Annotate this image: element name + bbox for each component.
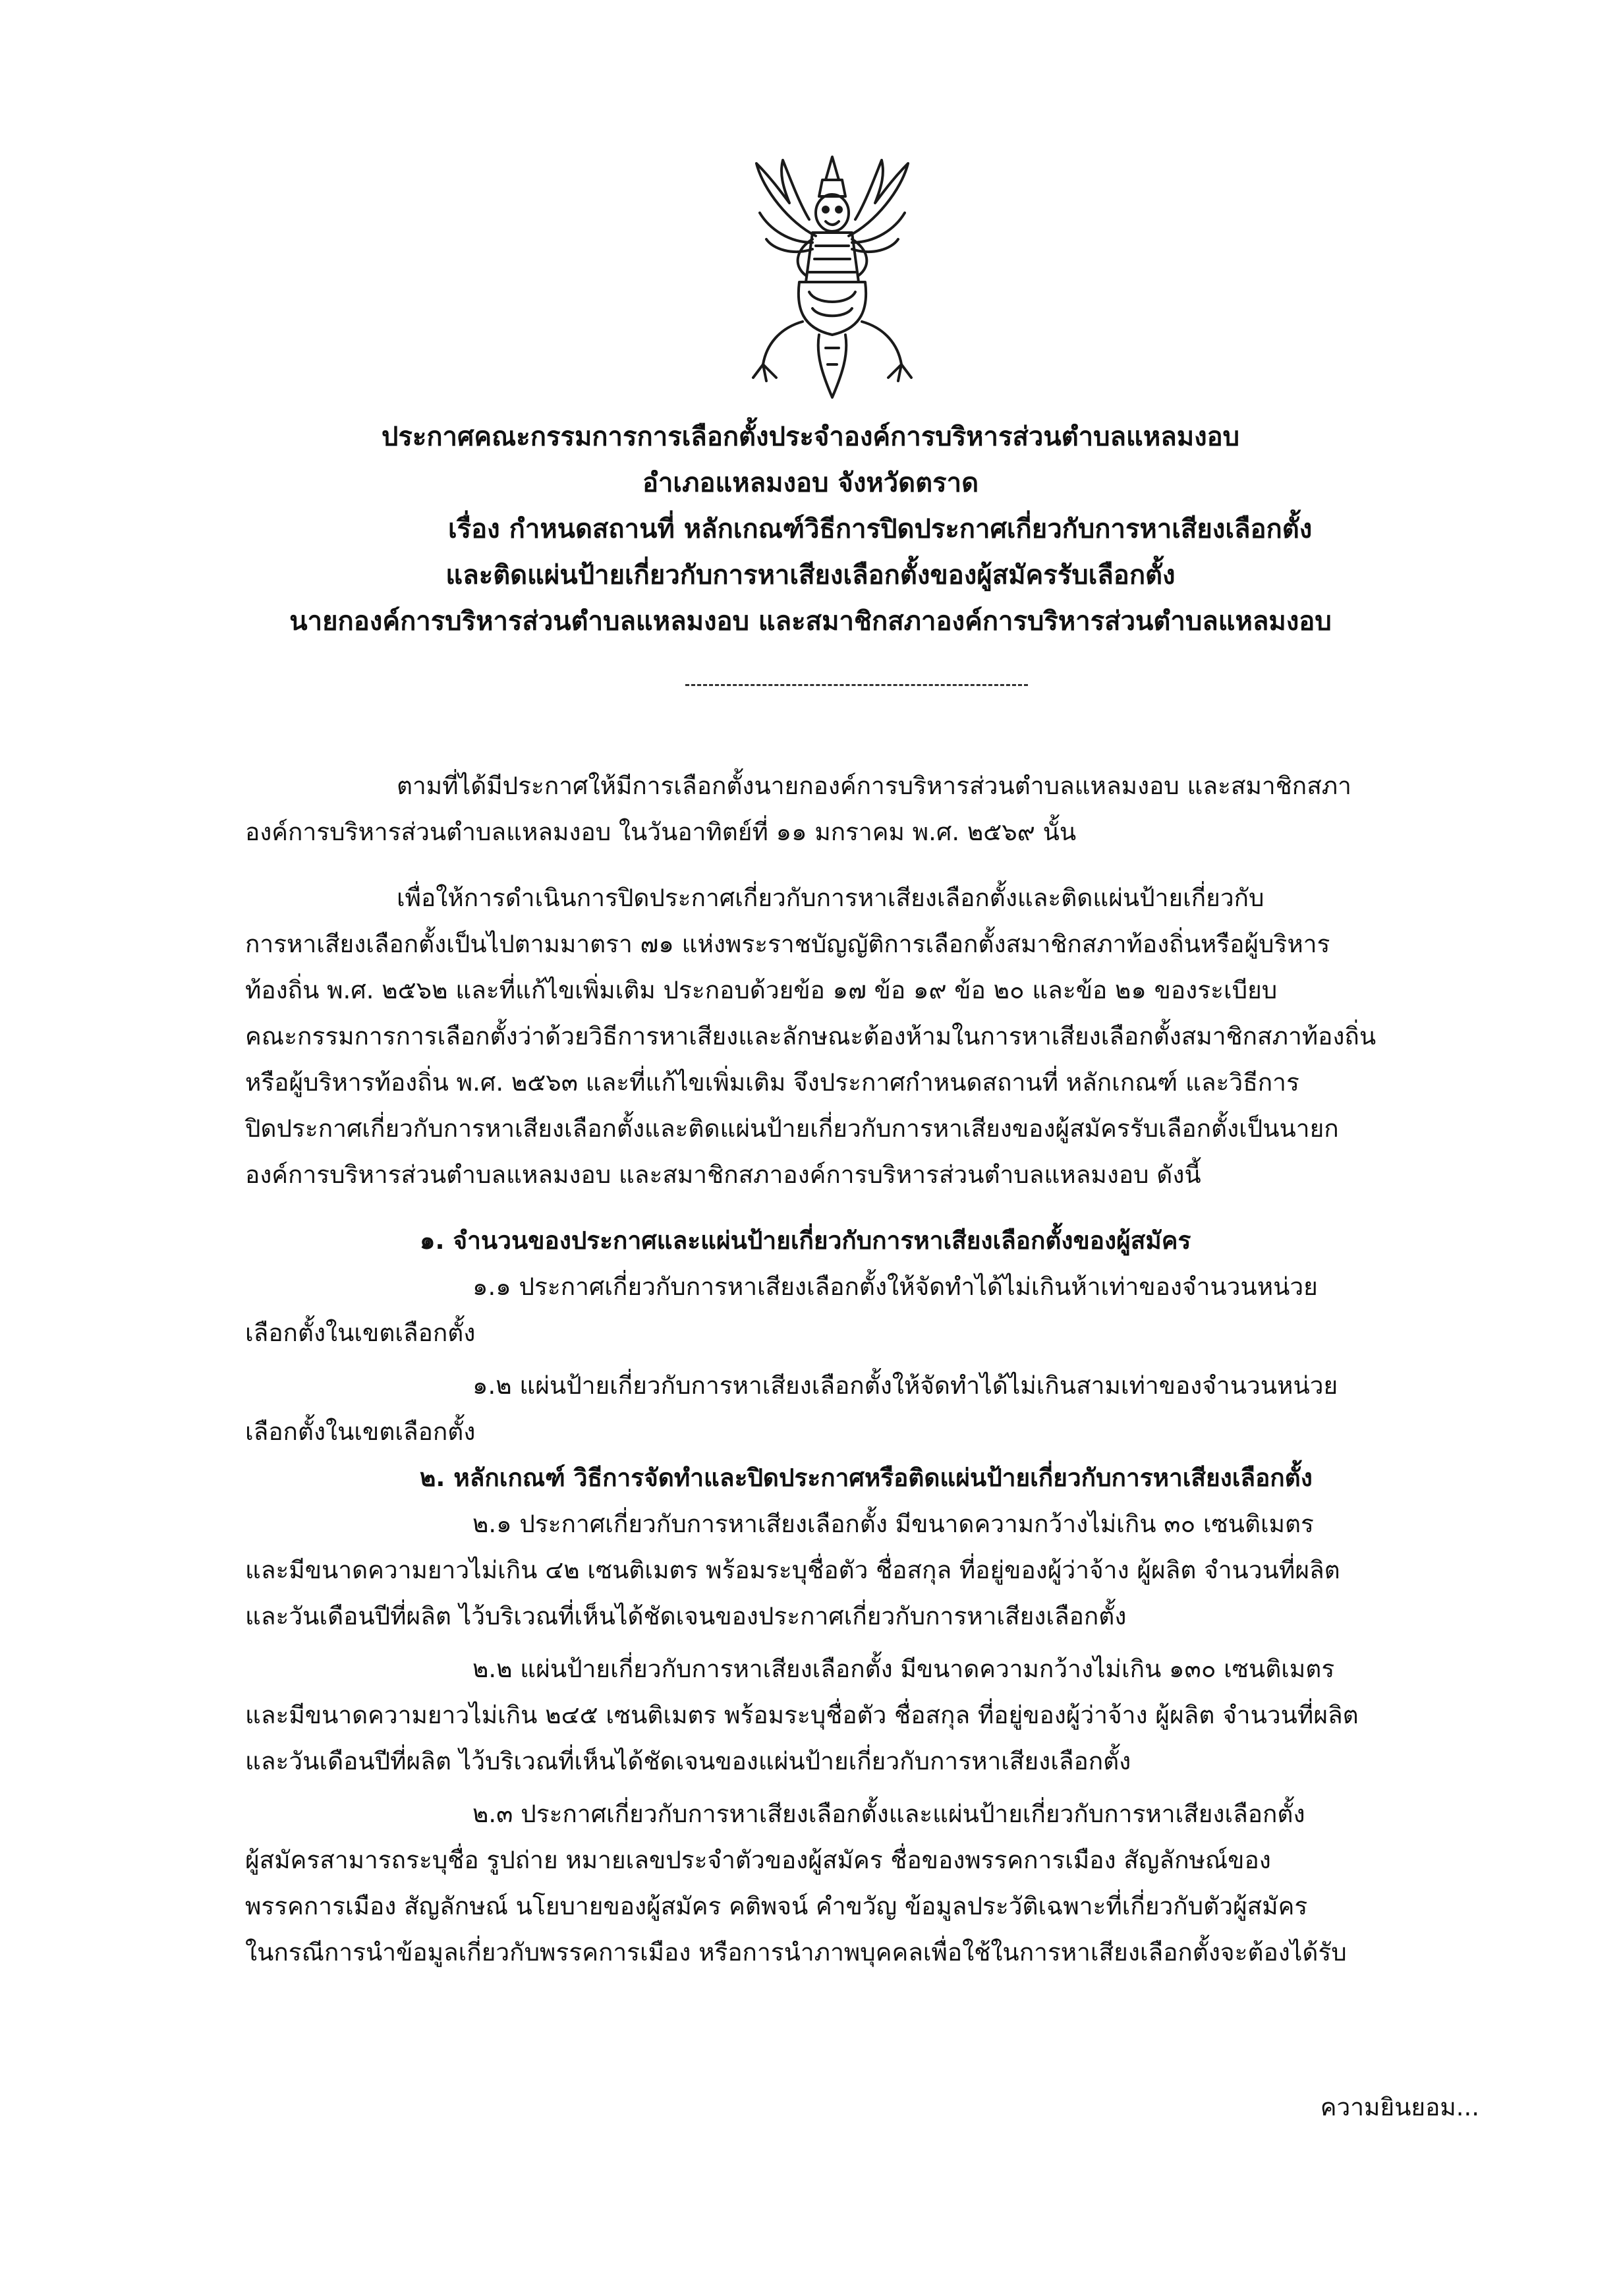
- paragraph-line: และมีขนาดความยาวไม่เกิน ๒๔๕ เซนติเมตร พร้อมระบุชื่อตัว ชื่อสกุล ที่อยู่ของผู้ว่าจ้าง ผู้ผลิต จำนวนที่ผลิต: [245, 1701, 1359, 1729]
- paragraph-line: เพื่อให้การดำเนินการปิดประกาศเกี่ยวกับการหาเสียงเลือกตั้งและติดแผ่นป้ายเกี่ยวกับ: [397, 884, 1264, 912]
- paragraph-line: หรือผู้บริหารท้องถิ่น พ.ศ. ๒๕๖๓ และที่แก้ไขเพิ่มเติม จึงประกาศกำหนดสถานที่ หลักเกณฑ์ และวิธีการ: [245, 1068, 1299, 1097]
- heading-separator: [685, 684, 1028, 686]
- paragraph-line: ๒.๒ แผ่นป้ายเกี่ยวกับการหาเสียงเลือกตั้ง มีขนาดความกว้างไม่เกิน ๑๓๐ เซนติเมตร: [472, 1655, 1335, 1683]
- announcement-heading: [198, 414, 1423, 645]
- paragraph-line: การหาเสียงเลือกตั้งเป็นไปตามมาตรา ๗๑ แห่งพระราชบัญญัติการเลือกตั้งสมาชิกสภาท้องถิ่นหรือผู้บริหาร: [245, 930, 1330, 958]
- paragraph-line: ตามที่ได้มีประกาศให้มีการเลือกตั้งนายกองค์การบริหารส่วนตำบลแหลมงอบ และสมาชิกสภา: [397, 772, 1351, 800]
- paragraph-line: และมีขนาดความยาวไม่เกิน ๔๒ เซนติเมตร พร้อมระบุชื่อตัว ชื่อสกุล ที่อยู่ของผู้ว่าจ้าง ผู้ผลิต จำนวนที่ผลิต: [245, 1556, 1340, 1584]
- paragraph-line: เลือกตั้งในเขตเลือกตั้ง: [245, 1319, 476, 1347]
- paragraph-line: ในกรณีการนำข้อมูลเกี่ยวกับพรรคการเมือง หรือการนำภาพบุคคลเพื่อใช้ในการหาเสียงเลือกตั้งจะต้องได้รับ: [245, 1938, 1347, 1966]
- paragraph-line: เลือกตั้งในเขตเลือกตั้ง: [245, 1418, 476, 1446]
- paragraph-line: และวันเดือนปีที่ผลิต ไว้บริเวณที่เห็นได้ชัดเจนของแผ่นป้ายเกี่ยวกับการหาเสียงเลือกตั้ง: [245, 1747, 1131, 1775]
- paragraph-line: ๒.๓ ประกาศเกี่ยวกับการหาเสียงเลือกตั้งและแผ่นป้ายเกี่ยวกับการหาเสียงเลือกตั้ง: [472, 1800, 1305, 1828]
- heading-district: อำเภอแหลมงอบ จังหวัดตราด: [642, 468, 979, 498]
- paragraph-line: ๒.๑ ประกาศเกี่ยวกับการหาเสียงเลือกตั้ง มีขนาดความกว้างไม่เกิน ๓๐ เซนติเมตร: [472, 1510, 1314, 1538]
- heading-title: ประกาศคณะกรรมการการเลือกตั้งประจำองค์การบริหารส่วนตำบลแหลมงอบ: [381, 422, 1240, 452]
- paragraph-line: ๑.๑ ประกาศเกี่ยวกับการหาเสียงเลือกตั้งให้จัดทำได้ไม่เกินห้าเท่าของจำนวนหน่วย: [472, 1273, 1318, 1301]
- heading-subject: เรื่อง กำหนดสถานที่ หลักเกณฑ์วิธีการปิดประกาศเกี่ยวกับการหาเสียงเลือกตั้ง: [448, 514, 1313, 544]
- section-2-heading: ๒. หลักเกณฑ์ วิธีการจัดทำและปิดประกาศหรือติดแผ่นป้ายเกี่ยวกับการหาเสียงเลือกตั้ง: [420, 1464, 1313, 1492]
- continuation-marker: ความยินยอม...: [1320, 2093, 1479, 2121]
- paragraph-line: ๑.๒ แผ่นป้ายเกี่ยวกับการหาเสียงเลือกตั้งให้จัดทำได้ไม่เกินสามเท่าของจำนวนหน่วย: [472, 1371, 1338, 1400]
- paragraph-line: และวันเดือนปีที่ผลิต ไว้บริเวณที่เห็นได้ชัดเจนของประกาศเกี่ยวกับการหาเสียงเลือกตั้ง: [245, 1602, 1127, 1630]
- document-body: [245, 763, 1484, 1976]
- heading-subject-cont-1: และติดแผ่นป้ายเกี่ยวกับการหาเสียงเลือกตั้งของผู้สมัครรับเลือกตั้ง: [445, 560, 1176, 590]
- paragraph-line: องค์การบริหารส่วนตำบลแหลมงอบ ในวันอาทิตย์ที่ ๑๑ มกราคม พ.ศ. ๒๕๖๙ นั้น: [245, 818, 1077, 846]
- paragraph-line: ผู้สมัครสามารถระบุชื่อ รูปถ่าย หมายเลขประจำตัวของผู้สมัคร ชื่อของพรรคการเมือง สัญลักษณ์ของ: [245, 1846, 1271, 1874]
- section-1-heading: ๑. จำนวนของประกาศและแผ่นป้ายเกี่ยวกับการหาเสียงเลือกตั้งของผู้สมัคร: [420, 1226, 1191, 1255]
- paragraph-line: ท้องถิ่น พ.ศ. ๒๕๖๒ และที่แก้ไขเพิ่มเติม ประกอบด้วยข้อ ๑๗ ข้อ ๑๙ ข้อ ๒๐ และข้อ ๒๑ ของระเบียบ: [245, 976, 1278, 1004]
- heading-subject-cont-2: นายกองค์การบริหารส่วนตำบลแหลมงอบ และสมาชิกสภาองค์การบริหารส่วนตำบลแหลมงอบ: [289, 606, 1332, 637]
- paragraph-line: คณะกรรมการการเลือกตั้งว่าด้วยวิธีการหาเสียงและลักษณะต้องห้ามในการหาเสียงเลือกตั้งสมาชิกสภาท้องถิ่น: [245, 1022, 1377, 1050]
- garuda-emblem: [743, 150, 921, 407]
- paragraph-line: ปิดประกาศเกี่ยวกับการหาเสียงเลือกตั้งและติดแผ่นป้ายเกี่ยวกับการหาเสียงของผู้สมัครรับเลือกตั้งเป็นนายก: [245, 1114, 1339, 1143]
- paragraph-line: พรรคการเมือง สัญลักษณ์ นโยบายของผู้สมัคร คติพจน์ คำขวัญ ข้อมูลประวัติเฉพาะที่เกี่ยวกับตัวผู้สมัคร: [245, 1892, 1308, 1920]
- paragraph-line: องค์การบริหารส่วนตำบลแหลมงอบ และสมาชิกสภาองค์การบริหารส่วนตำบลแหลมงอบ ดังนี้: [245, 1161, 1201, 1189]
